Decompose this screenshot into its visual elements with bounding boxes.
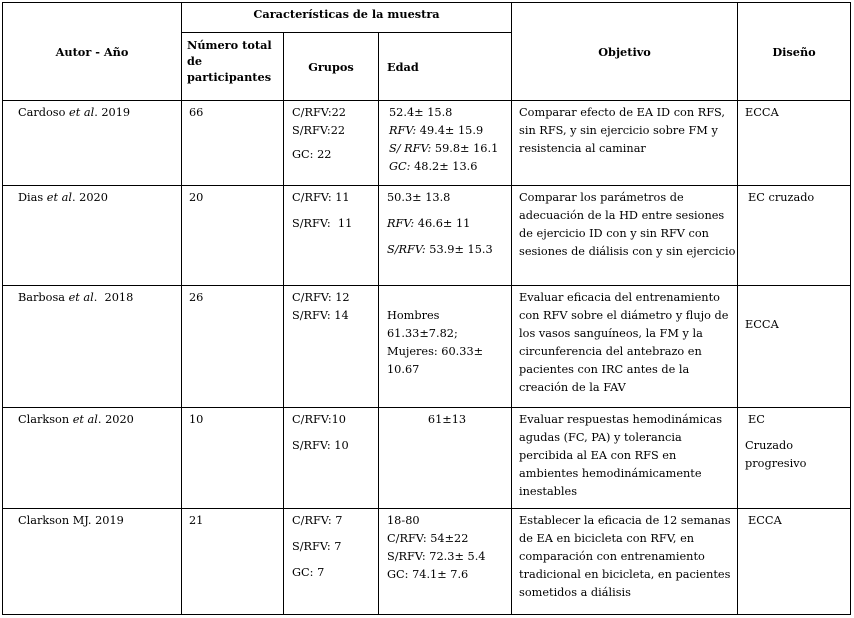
objective-cell: Comparar efecto de EA ID con RFS, sin RFS, y sin ejercicio sobre FM y resistencia al caminar xyxy=(512,101,738,186)
objective-cell: Comparar los parámetros de adecuación de la HD entre sesiones de ejercicio ID con y sin RFV con sesiones de diálisis con y sin ejercicio xyxy=(512,186,738,286)
groups-cell: C/RFV: 11 S/RFV: 11 xyxy=(284,186,379,286)
age-cell: Hombres 61.33±7.82; Mujeres: 60.33± 10.67 xyxy=(379,286,512,408)
participants-cell: 20 xyxy=(182,186,284,286)
age-cell: 61±13 xyxy=(379,408,512,509)
participants-cell: 21 xyxy=(182,509,284,615)
participants-cell: 26 xyxy=(182,286,284,408)
header-design: Diseño xyxy=(738,3,851,101)
age-cell: 50.3± 13.8 RFV: 46.6± 11 S/RFV: 53.9± 15.3 xyxy=(379,186,512,286)
header-objective: Objetivo xyxy=(512,3,738,101)
objective-cell: Establecer la eficacia de 12 semanas de EA en bicicleta con RFV, en comparación con entrenamiento tradicional en bicicleta, en pacientes sometidos a diálisis xyxy=(512,509,738,615)
author-cell: Barbosa et al. 2018 xyxy=(3,286,182,408)
header-age: Edad xyxy=(379,33,512,101)
author-cell: Clarkson MJ. 2019 xyxy=(3,509,182,615)
groups-cell: C/RFV:10 S/RFV: 10 xyxy=(284,408,379,509)
design-cell: ECCA xyxy=(738,509,851,615)
header-participants: Número total de participantes xyxy=(182,33,284,101)
groups-cell: C/RFV: 7 S/RFV: 7 GC: 7 xyxy=(284,509,379,615)
design-cell: ECCA xyxy=(738,101,851,186)
header-sample-characteristics: Características de la muestra xyxy=(182,3,512,33)
design-cell: ECCA xyxy=(738,286,851,408)
groups-cell: C/RFV: 12 S/RFV: 14 xyxy=(284,286,379,408)
table-row xyxy=(3,408,851,509)
table-row xyxy=(3,286,851,408)
table-row xyxy=(3,186,851,286)
author-cell: Cardoso et al. 2019 xyxy=(3,101,182,186)
author-cell: Clarkson et al. 2020 xyxy=(3,408,182,509)
age-cell: 18-80 C/RFV: 54±22 S/RFV: 72.3± 5.4 GC: 74.1± 7.6 xyxy=(379,509,512,615)
author-cell: Dias et al. 2020 xyxy=(3,186,182,286)
table-row xyxy=(3,509,851,615)
groups-cell: C/RFV:22 S/RFV:22 GC: 22 xyxy=(284,101,379,186)
studies-table xyxy=(2,2,851,615)
age-cell: 52.4± 15.8 RFV: 49.4± 15.9 S/ RFV: 59.8± 16.1 GC: 48.2± 13.6 xyxy=(379,101,512,186)
header-groups: Grupos xyxy=(284,33,379,101)
objective-cell: Evaluar eficacia del entrenamiento con RFV sobre el diámetro y flujo de los vasos sanguíneos, la FM y la circunferencia del antebrazo en pacientes con IRC antes de la creación de la FAV xyxy=(512,286,738,408)
design-cell: EC cruzado xyxy=(738,186,851,286)
participants-cell: 66 xyxy=(182,101,284,186)
header-author: Autor - Año xyxy=(3,3,182,101)
participants-cell: 10 xyxy=(182,408,284,509)
objective-cell: Evaluar respuestas hemodinámicas agudas (FC, PA) y tolerancia percibida al EA con RFS en ambientes hemodinámicamente inestables xyxy=(512,408,738,509)
table-row xyxy=(3,101,851,186)
design-cell: EC Cruzado progresivo xyxy=(738,408,851,509)
